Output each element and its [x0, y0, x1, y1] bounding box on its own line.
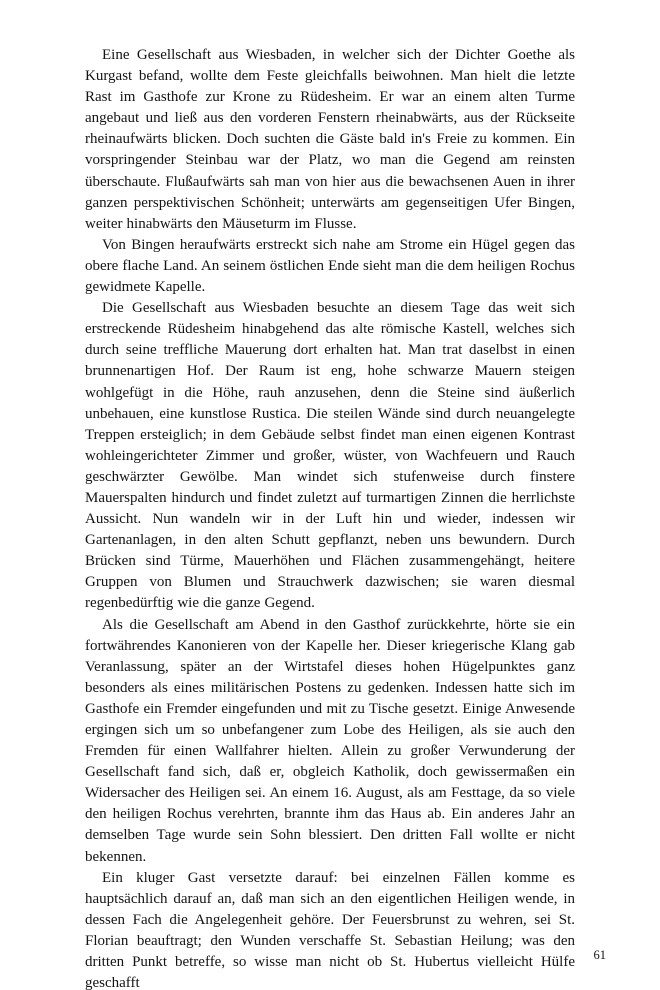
page-number: 61 [593, 947, 606, 962]
paragraph-5: Ein kluger Gast versetzte darauf: bei einzelnen Fällen komme es hauptsächlich darauf an, daß man sich an den eigentlichen Heiligen wende, in dessen Fach die Angelegenheit gehöre. Der Feuersbrunst zu wehren, sei St. Florian beauftragt; den Wunden verschaffe St. Sebastian Heilung; was den dritten Punkt betreffe, so wisse man nicht ob St. Hubertus vielleicht Hülfe geschafft [85, 869, 575, 990]
paragraph-1: Eine Gesellschaft aus Wiesbaden, in welcher sich der Dichter Goethe als Kurgast befand, wollte dem Feste gleichfalls beiwohnen. Man hielt die letzte Rast im Gasthofe zur Krone zu Rüdesheim. Er war an einem alten Turme angebaut und ließ aus den vorderen Fenstern rheinabwärts, aus der Rückseite rheinaufwärts blicken. Doch suchten die Gäste bald in's Freie zu kommen. Ein vorspringender Steinbau war der Platz, wo man die Gegend am reinsten überschaute. Flußaufwärts sah man von hier aus die bewachsenen Auen in ihrer ganzen perspektivischen Schönheit; unterwärts am gegenseitigen Ufer Bingen, weiter hinabwärts den Mäuseturm im Flusse. [85, 47, 575, 232]
paragraph-2: Von Bingen heraufwärts erstreckt sich nahe am Strome ein Hügel gegen das obere flache Land. An seinem östlichen Ende sieht man die dem heiligen Rochus gewidmete Kapelle. [85, 236, 575, 296]
text-block [85, 45, 575, 990]
paragraph-4: Als die Gesellschaft am Abend in den Gasthof zurückkehrte, hörte sie ein fortwährendes Kanonieren von der Kapelle her. Dieser kriegerische Klang gab Veranlassung, später an der Wirtstafel dieses hohen Hügelpunktes ganz besonders als eines militärischen Postens zu gedenken. Indessen hatte sich im Gasthofe ein Fremder eingefunden und mit zu Tische gesetzt. Einige Anwesende ergingen sich um so unbefangener zum Lobe des Heiligen, als sie auch den Fremden für einen Wallfahrer hielten. Allein zu großer Verwunderung der Gesellschaft fand sich, daß er, obgleich Katholik, doch gewissermaßen ein Widersacher des Heiligen sei. An einem 16. August, als am Festtage, da so viele den heiligen Rochus verehrten, brannte ihm das Haus ab. Ein anderes Jahr an demselben Tage wurde sein Sohn blessiert. Den dritten Fall wollte er nicht bekennen. [85, 616, 575, 865]
paragraph-3: Die Gesellschaft aus Wiesbaden besuchte an diesem Tage das weit sich erstreckende Rüdesheim hinabgehend das alte römische Kastell, welches sich durch seine treffliche Mauerung dort erhalten hat. Man trat daselbst in einen brunnenartigen Hof. Der Raum ist eng, hohe schwarze Mauern steigen wohlgefügt in die Höhe, rauh anzusehen, denn die Steine sind äußerlich unbehauen, eine kunstlose Rustica. Die steilen Wände sind durch neuangelegte Treppen ersteiglich; in dem Gebäude selbst findet man einen eigenen Kontrast wohleingerichteter Zimmer und großer, wüster, von Wachfeuern und Rauch geschwärzter Gewölbe. Man windet sich stufenweise durch finstere Mauerspalten hindurch und findet zuletzt auf turmartigen Zinnen die herrlichste Aussicht. Nun wandeln wir in der Luft hin und wieder, indessen wir Gartenanlagen, in den alten Schutt gepflanzt, neben uns bewundern. Durch Brücken sind Türme, Mauerhöhen und Flächen zusammengehängt, heitere Gruppen von Blumen und Strauchwerk dazwischen; sie waren diesmal regenbedürftig wie die ganze Gegend. [85, 300, 575, 612]
